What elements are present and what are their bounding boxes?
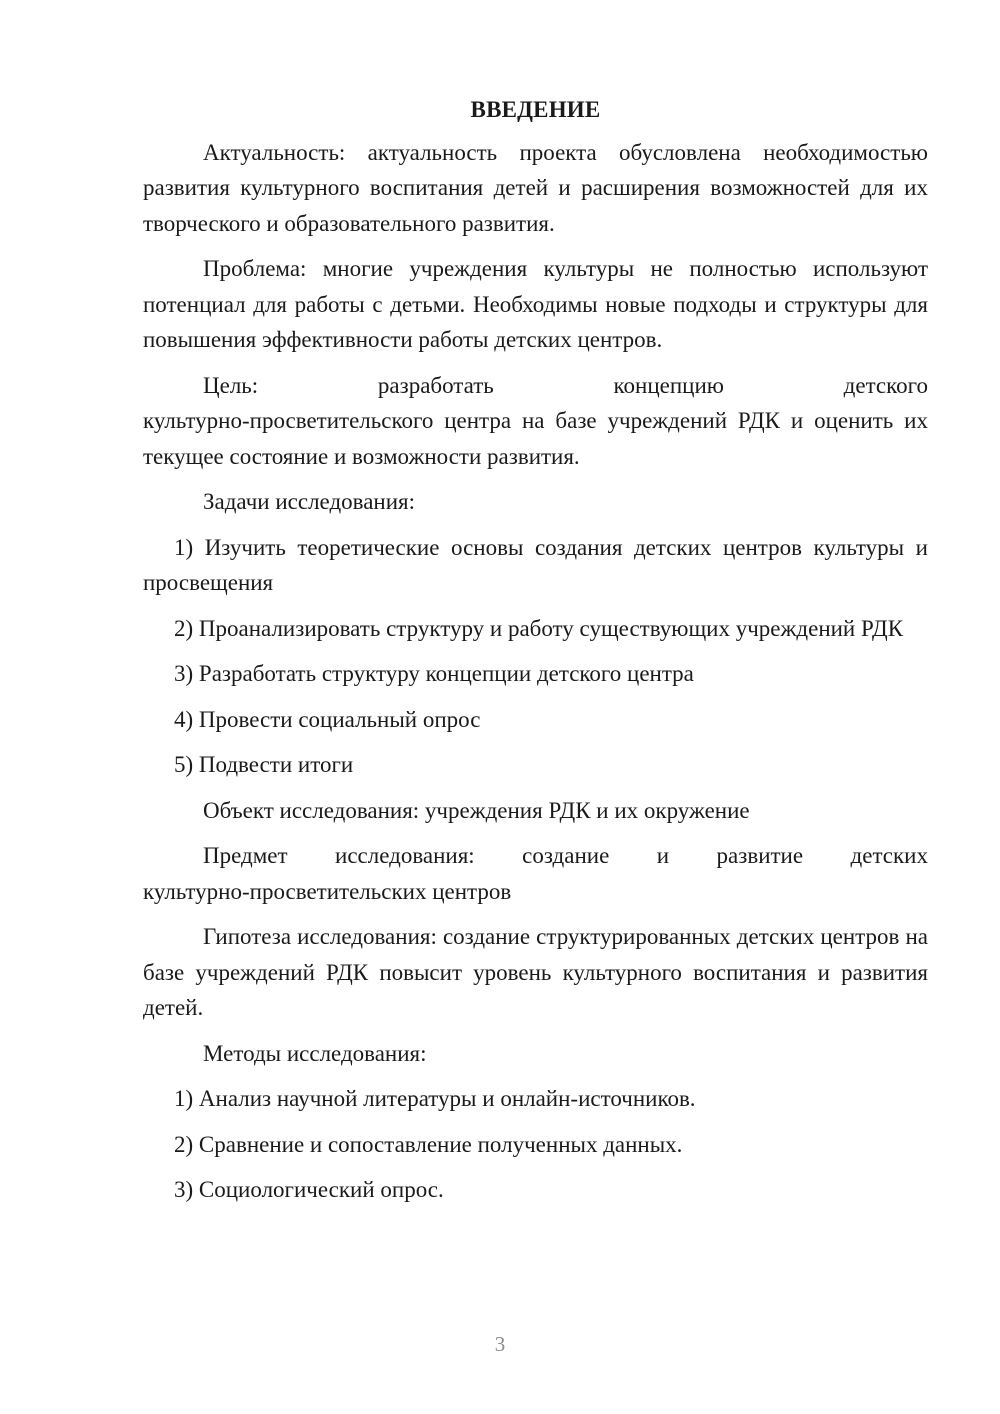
method-item-1: 1) Анализ научной литературы и онлайн-источников. [174,1086,696,1111]
object-paragraph: Объект исследования: учреждения РДК и их окружение [203,797,750,823]
relevance-paragraph: Актуальность: актуальность проекта обусловлена необходимостью развития культурного воспитания детей и расширения возможностей для их творческого и образовательного развития. [143,139,928,236]
method-item-3: 3) Социологический опрос. [174,1177,444,1202]
hypothesis-paragraph: Гипотеза исследования: создание структурированных детских центров на базе учреждений РДК повысит уровень культурного воспитания и развития детей. [143,924,928,1020]
goal-paragraph-line2: культурно-просветительского центра на базе учреждений РДК и оценить их текущее состояние и возможности развития. [143,408,928,469]
page-content [143,92,928,1218]
task-item-3: 3) Разработать структуру концепции детского центра [174,661,694,686]
tasks-title: Задачи исследования: [203,489,416,514]
goal-paragraph-line1: Цель: разработать концепцию детского [203,372,928,398]
task-item-2: 2) Проанализировать структуру и работу существующих учреждений РДК [174,615,904,641]
problem-paragraph: Проблема: многие учреждения культуры не полностью используют потенциал для работы с детьми. Необходимы новые подходы и структуры для повышения эффективности работы детских центров. [143,256,928,352]
task-item-1: 1) Изучить теоретические основы создания детских центров культуры и просвещения [143,534,928,595]
methods-title: Методы исследования: [203,1040,427,1066]
page-number: 3 [494,1332,506,1356]
page-title: ВВЕДЕНИЕ [470,97,601,122]
method-item-2: 2) Сравнение и сопоставление полученных данных. [174,1131,683,1157]
task-item-5: 5) Подвести итоги [174,752,354,777]
subject-paragraph-line1: Предмет исследования: создание и развитие детских [203,843,928,868]
task-item-4: 4) Провести социальный опрос [174,706,481,732]
subject-paragraph-line2: культурно-просветительских центров [143,878,512,904]
